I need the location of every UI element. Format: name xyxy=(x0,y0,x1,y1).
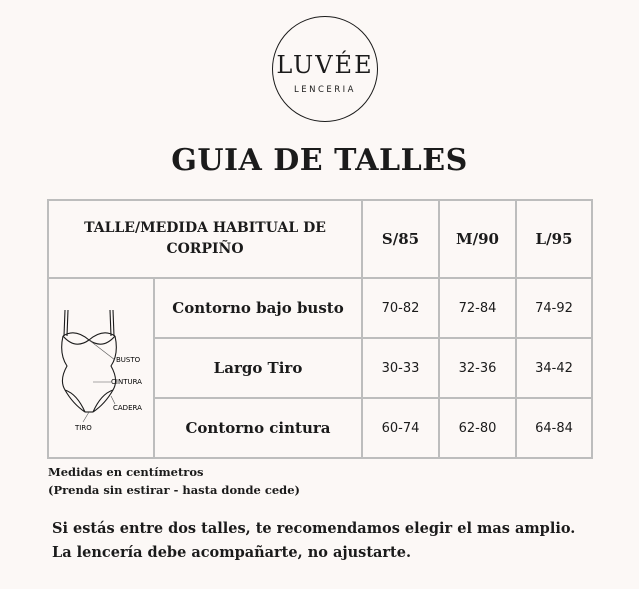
value-cell: 34-42 xyxy=(516,338,592,398)
value-cell: 60-74 xyxy=(362,398,439,458)
illustration-cell xyxy=(48,278,154,458)
row-label-contorno-cintura: Contorno cintura xyxy=(154,398,362,458)
table-row xyxy=(48,278,592,338)
size-header-l: L/95 xyxy=(516,200,592,278)
measurement-notes xyxy=(48,463,300,499)
row-label-bajo-busto: Contorno bajo busto xyxy=(154,278,362,338)
brand-name: LUVÉE xyxy=(276,51,374,79)
label-tiro: TIRO xyxy=(75,424,92,432)
value-cell: 72-84 xyxy=(439,278,516,338)
brand-logo xyxy=(272,16,378,122)
label-cadera: CADERA xyxy=(113,404,142,412)
advice-line-2: La lencería debe acompañarte, no ajustarte. xyxy=(52,544,412,561)
note-stretch: (Prenda sin estirar - hasta donde cede) xyxy=(48,483,300,497)
value-cell: 32-36 xyxy=(439,338,516,398)
header-label: TALLE/MEDIDA HABITUAL DE CORPIÑO xyxy=(84,220,326,257)
table-header-row xyxy=(48,200,592,278)
size-header-s: S/85 xyxy=(362,200,439,278)
bodysuit-measure-icon xyxy=(49,304,153,432)
value-cell: 62-80 xyxy=(439,398,516,458)
note-units: Medidas en centímetros xyxy=(48,465,204,479)
size-header-m: M/90 xyxy=(439,200,516,278)
size-guide-table xyxy=(47,199,593,459)
advice-line-1: Si estás entre dos talles, te recomendamos elegir el mas amplio. xyxy=(52,520,576,537)
value-cell: 64-84 xyxy=(516,398,592,458)
label-busto: BUSTO xyxy=(116,356,141,364)
value-cell: 74-92 xyxy=(516,278,592,338)
page-title: GUIA DE TALLES xyxy=(171,143,468,178)
label-cintura: CINTURA xyxy=(111,378,142,386)
value-cell: 30-33 xyxy=(362,338,439,398)
value-cell: 70-82 xyxy=(362,278,439,338)
header-label-cell xyxy=(48,200,362,278)
size-advice xyxy=(52,517,575,565)
row-label-largo-tiro: Largo Tiro xyxy=(154,338,362,398)
brand-subtitle: LENCERIA xyxy=(294,85,356,95)
